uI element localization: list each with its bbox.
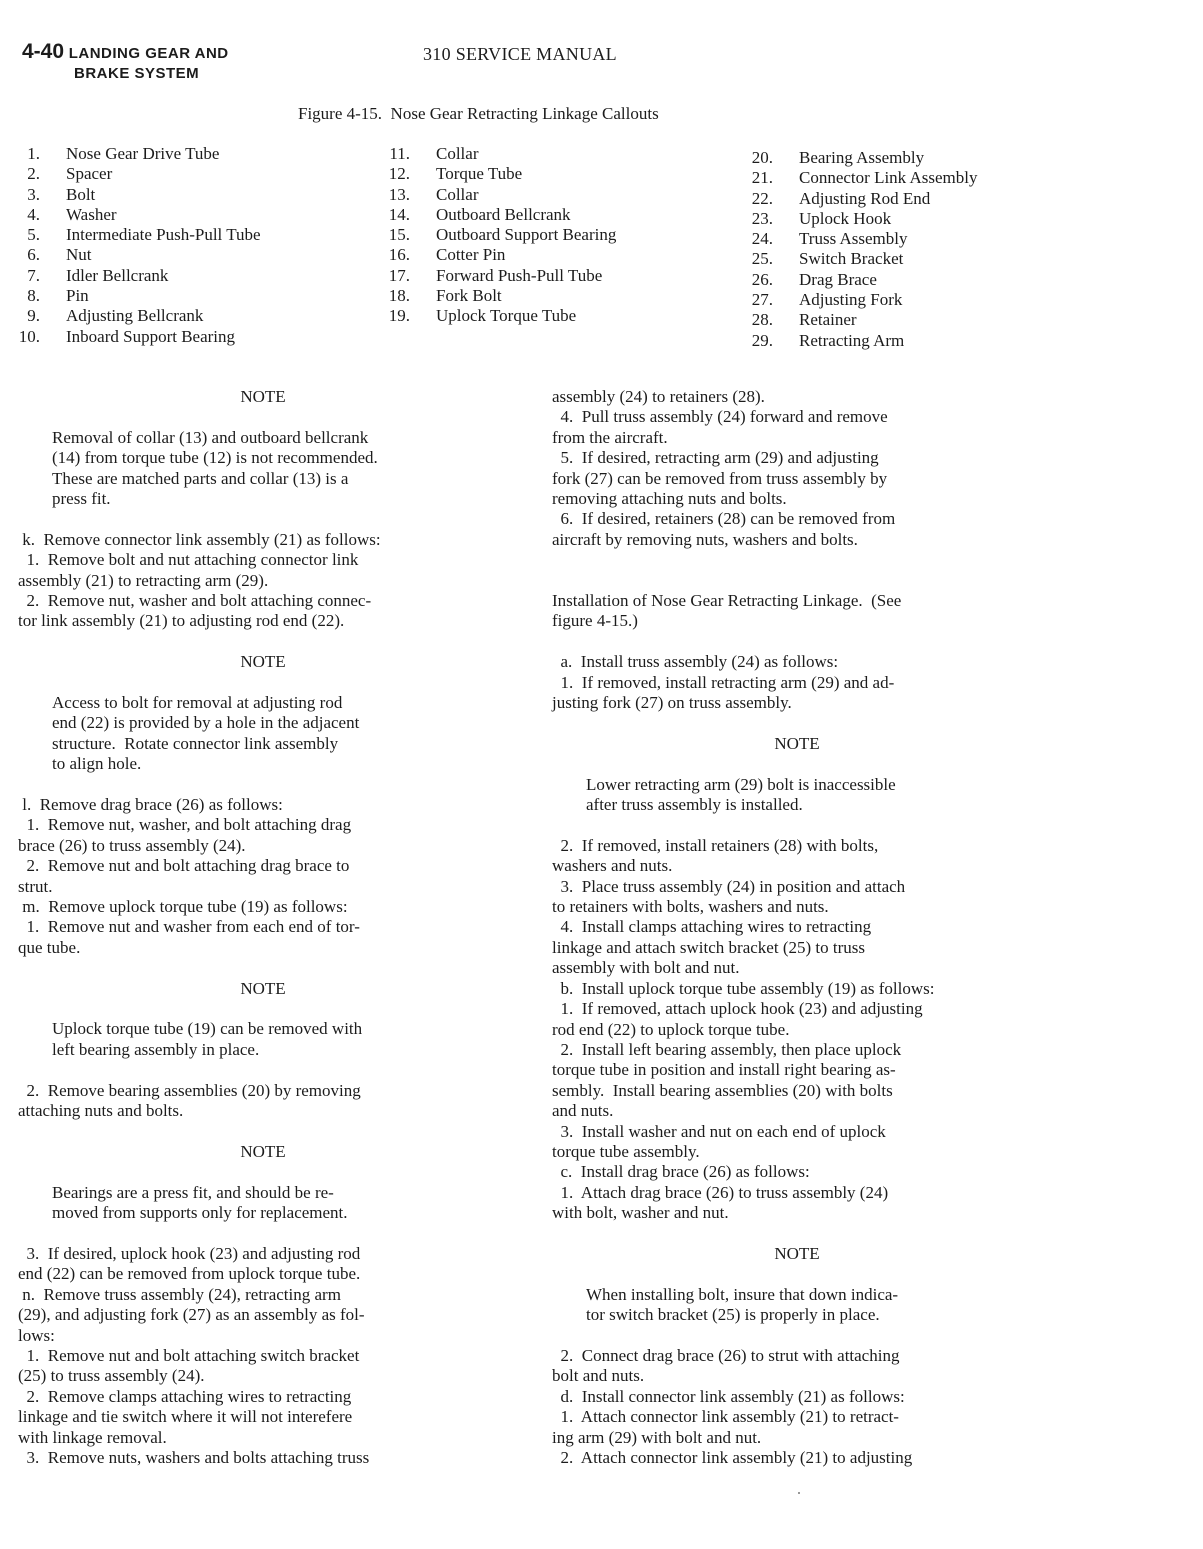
- callout-label: Adjusting Rod End: [799, 188, 931, 208]
- callout-item: [733, 229, 977, 249]
- note-heading: NOTE: [240, 387, 286, 406]
- note-text: When installing bolt, insure that down indica-: [586, 1284, 899, 1304]
- body-text: tor link assembly (21) to adjusting rod end (22).: [18, 611, 345, 631]
- callout-label: Intermediate Push-Pull Tube: [66, 225, 261, 245]
- right-column: [552, 387, 1042, 1468]
- callout-item: [733, 290, 977, 310]
- callout-label: Uplock Hook: [799, 208, 892, 228]
- body-text: 1. If removed, attach uplock hook (23) and adjusting: [552, 999, 923, 1019]
- body-text: n. Remove truss assembly (24), retracting arm: [18, 1284, 341, 1304]
- callout-label: Collar: [436, 184, 479, 204]
- callout-label: Collar: [436, 144, 479, 163]
- callout-item: [733, 209, 977, 229]
- note-text: Access to bolt for removal at adjusting rod: [52, 693, 343, 713]
- body-text: lows:: [18, 1325, 55, 1345]
- callout-item: [0, 306, 261, 326]
- body-text: torque tube in position and install right bearing as-: [552, 1060, 896, 1080]
- callout-item: [0, 266, 261, 286]
- callout-list-3: [733, 148, 977, 351]
- callout-item: [0, 205, 261, 225]
- callout-item: [370, 266, 616, 286]
- callout-number: 12.: [388, 164, 410, 184]
- note-text: Lower retracting arm (29) bolt is inaccessible: [586, 774, 896, 794]
- callout-item: [0, 225, 261, 245]
- section-title-line1: LANDING GEAR AND: [68, 45, 229, 62]
- callout-number: 15.: [388, 225, 410, 245]
- body-text: 5. If desired, retracting arm (29) and adjusting: [552, 448, 879, 468]
- callout-number: 28.: [751, 310, 773, 330]
- callout-label: Nose Gear Drive Tube: [66, 144, 220, 163]
- body-text: 1. Remove nut and bolt attaching switch bracket: [18, 1345, 360, 1365]
- body-text: 1. Attach connector link assembly (21) to retract-: [552, 1407, 899, 1427]
- body-text: 2. Install left bearing assembly, then place uplock: [552, 1039, 902, 1059]
- spacer: [18, 1060, 508, 1080]
- callout-item: [0, 144, 261, 164]
- body-text: 3. Place truss assembly (24) in position and attach: [552, 876, 906, 896]
- callout-number: 17.: [388, 265, 410, 285]
- body-text: 1. Remove nut, washer, and bolt attaching drag: [18, 815, 352, 835]
- body-text: 2. Connect drag brace (26) to strut with attaching: [552, 1345, 900, 1365]
- body-text: 1. Remove bolt and nut attaching connector link: [18, 550, 359, 570]
- body-text: 1. Attach drag brace (26) to truss assembly (24): [552, 1182, 889, 1202]
- callout-label: Torque Tube: [436, 164, 523, 184]
- callout-label: Retainer: [799, 310, 857, 330]
- callout-label: Fork Bolt: [436, 286, 502, 306]
- callout-number: 11.: [389, 144, 410, 163]
- body-text: linkage and attach switch bracket (25) to truss: [552, 937, 865, 957]
- callout-number: 23.: [751, 208, 773, 228]
- body-text: 4. Pull truss assembly (24) forward and remove: [552, 407, 888, 427]
- body-text: 3. If desired, uplock hook (23) and adjusting rod: [18, 1243, 361, 1263]
- spacer: [552, 1224, 1042, 1244]
- callout-label: Outboard Support Bearing: [436, 225, 617, 245]
- callout-item: [370, 144, 616, 164]
- section-heading: figure 4-15.): [552, 611, 638, 631]
- callout-item: [370, 185, 616, 205]
- spacer: [18, 1162, 508, 1182]
- callout-item: [733, 168, 977, 188]
- callout-number: 27.: [751, 290, 773, 310]
- note-text: left bearing assembly in place.: [52, 1039, 260, 1059]
- callout-item: [0, 286, 261, 306]
- body-text: end (22) can be removed from uplock torque tube.: [18, 1264, 361, 1284]
- callout-label: Connector Link Assembly: [799, 168, 978, 188]
- callout-number: 10.: [18, 326, 40, 346]
- body-text: l. Remove drag brace (26) as follows:: [18, 795, 283, 815]
- callout-label: Washer: [66, 204, 117, 224]
- note-text: after truss assembly is installed.: [586, 795, 803, 815]
- callout-label: Bearing Assembly: [799, 148, 925, 167]
- spacer: [18, 632, 508, 652]
- body-text: torque tube assembly.: [552, 1141, 700, 1161]
- callout-number: 1.: [27, 144, 40, 163]
- body-text: 2. Remove nut, washer and bolt attaching connec-: [18, 591, 372, 611]
- callout-label: Spacer: [66, 164, 113, 184]
- note-text: structure. Rotate connector link assembly: [52, 733, 339, 753]
- note-heading: NOTE: [774, 1243, 820, 1263]
- note-text: to align hole.: [52, 754, 142, 774]
- body-text: c. Install drag brace (26) as follows:: [552, 1162, 810, 1182]
- body-text: d. Install connector link assembly (21) as follows:: [552, 1386, 905, 1406]
- callout-label: Nut: [66, 245, 92, 265]
- callout-label: Uplock Torque Tube: [436, 306, 577, 326]
- callout-number: 25.: [751, 249, 773, 269]
- spacer: [552, 550, 1042, 570]
- section-title-line2: BRAKE SYSTEM: [74, 65, 200, 82]
- spacer: [18, 673, 508, 693]
- spacer: [552, 713, 1042, 733]
- callout-label: Pin: [66, 286, 89, 306]
- callout-item: [0, 327, 261, 347]
- callout-number: 6.: [27, 245, 40, 265]
- note-heading: NOTE: [240, 652, 286, 672]
- body-text: k. Remove connector link assembly (21) as follows:: [18, 529, 381, 549]
- body-text: 2. Remove bearing assemblies (20) by removing: [18, 1080, 361, 1100]
- spacer: [552, 815, 1042, 835]
- body-text: bolt and nuts.: [552, 1366, 645, 1386]
- callout-number: 29.: [751, 330, 773, 350]
- callout-item: [370, 205, 616, 225]
- body-text: justing fork (27) on truss assembly.: [552, 693, 792, 713]
- body-text: sembly. Install bearing assemblies (20) with bolts: [552, 1080, 893, 1100]
- callout-item: [733, 310, 977, 330]
- body-text: aircraft by removing nuts, washers and bolts.: [552, 529, 858, 549]
- spacer: [18, 1224, 508, 1244]
- callout-number: 4.: [27, 204, 40, 224]
- callout-item: [370, 306, 616, 326]
- callout-number: 24.: [751, 229, 773, 249]
- callout-item: [370, 225, 616, 245]
- note-text: press fit.: [52, 489, 111, 509]
- spacer: [18, 1122, 508, 1142]
- spacer: [18, 509, 508, 529]
- note-text: moved from supports only for replacement.: [52, 1203, 348, 1223]
- body-text: from the aircraft.: [552, 427, 668, 447]
- section-number: 4-40: [22, 40, 65, 63]
- body-text: attaching nuts and bolts.: [18, 1101, 184, 1121]
- spacer: [18, 775, 508, 795]
- body-text: strut.: [18, 876, 53, 896]
- body-text: with linkage removal.: [18, 1427, 167, 1447]
- callout-item: [0, 245, 261, 265]
- callout-item: [733, 249, 977, 269]
- body-text: fork (27) can be removed from truss assembly by: [552, 468, 888, 488]
- body-text: 6. If desired, retainers (28) can be removed from: [552, 509, 896, 529]
- callout-label: Truss Assembly: [799, 229, 908, 249]
- body-text: assembly (21) to retracting arm (29).: [18, 570, 269, 590]
- body-text: que tube.: [18, 937, 81, 957]
- callout-number: 26.: [751, 269, 773, 289]
- spacer: [552, 1326, 1042, 1346]
- body-text: to retainers with bolts, washers and nuts.: [552, 897, 829, 917]
- spacer: [552, 1264, 1042, 1284]
- callout-item: [733, 189, 977, 209]
- body-text: 1. Remove nut and washer from each end of tor-: [18, 917, 360, 937]
- callout-number: 3.: [27, 184, 40, 204]
- callout-item: [733, 331, 977, 351]
- callout-number: 18.: [388, 286, 410, 306]
- body-text: assembly (24) to retainers (28).: [552, 387, 765, 406]
- spacer: [552, 754, 1042, 774]
- spacer: [18, 407, 508, 427]
- callout-item: [0, 185, 261, 205]
- callout-label: Drag Brace: [799, 269, 877, 289]
- callout-number: 16.: [388, 245, 410, 265]
- body-text: m. Remove uplock torque tube (19) as follows:: [18, 897, 348, 917]
- note-heading: NOTE: [240, 978, 286, 998]
- callout-item: [370, 286, 616, 306]
- note-text: Removal of collar (13) and outboard bellcrank: [52, 427, 369, 447]
- callout-label: Retracting Arm: [799, 330, 905, 350]
- callout-label: Outboard Bellcrank: [436, 204, 571, 224]
- body-text: 2. Remove clamps attaching wires to retracting: [18, 1386, 352, 1406]
- note-text: Uplock torque tube (19) can be removed with: [52, 1019, 363, 1039]
- body-text: removing attaching nuts and bolts.: [552, 489, 787, 509]
- callout-number: 19.: [388, 306, 410, 326]
- spacer: [552, 571, 1042, 591]
- spacer: [18, 999, 508, 1019]
- body-text: ing arm (29) with bolt and nut.: [552, 1427, 762, 1447]
- body-text: assembly with bolt and nut.: [552, 958, 740, 978]
- callout-label: Adjusting Bellcrank: [66, 306, 204, 326]
- callout-number: 5.: [27, 225, 40, 245]
- body-text: (25) to truss assembly (24).: [18, 1366, 205, 1386]
- note-text: These are matched parts and collar (13) is a: [52, 468, 349, 488]
- section-header: [22, 42, 229, 84]
- body-text: 1. If removed, install retracting arm (29) and ad-: [552, 672, 895, 692]
- body-text: and nuts.: [552, 1101, 614, 1121]
- note-text: end (22) is provided by a hole in the adjacent: [52, 713, 360, 733]
- body-text: 2. If removed, install retainers (28) with bolts,: [552, 835, 879, 855]
- body-text: 3. Install washer and nut on each end of uplock: [552, 1121, 886, 1141]
- callout-list-1: [0, 144, 261, 347]
- callout-number: 20.: [751, 148, 773, 167]
- callout-item: [733, 270, 977, 290]
- body-text: brace (26) to truss assembly (24).: [18, 835, 246, 855]
- left-column: [18, 387, 508, 1468]
- callout-number: 13.: [388, 184, 410, 204]
- note-heading: NOTE: [774, 733, 820, 753]
- section-heading: Installation of Nose Gear Retracting Linkage. (See: [552, 591, 902, 611]
- callout-label: Inboard Support Bearing: [66, 326, 236, 346]
- callout-list-2: [370, 144, 616, 327]
- callout-label: Adjusting Fork: [799, 290, 903, 310]
- manual-title: 310 SERVICE MANUAL: [423, 44, 617, 64]
- callout-number: 9.: [27, 306, 40, 326]
- callout-number: 7.: [27, 265, 40, 285]
- body-text: a. Install truss assembly (24) as follows:: [552, 652, 839, 672]
- note-text: (14) from torque tube (12) is not recommended.: [52, 448, 378, 468]
- body-text: 2. Remove nut and bolt attaching drag brace to: [18, 856, 350, 876]
- callout-label: Bolt: [66, 184, 96, 204]
- callout-item: [0, 164, 261, 184]
- figure-title: Figure 4-15. Nose Gear Retracting Linkage Callouts: [298, 104, 659, 123]
- callout-label: Forward Push-Pull Tube: [436, 265, 603, 285]
- body-text: washers and nuts.: [552, 856, 673, 876]
- spacer: [552, 632, 1042, 652]
- body-text: with bolt, washer and nut.: [552, 1203, 729, 1223]
- callout-number: 8.: [27, 286, 40, 306]
- callout-item: [370, 245, 616, 265]
- body-text: rod end (22) to uplock torque tube.: [552, 1019, 790, 1039]
- spacer: [18, 958, 508, 978]
- callout-number: 22.: [751, 188, 773, 208]
- callout-item: [733, 148, 977, 168]
- callout-label: Cotter Pin: [436, 245, 506, 265]
- callout-number: 2.: [27, 164, 40, 184]
- callout-label: Idler Bellcrank: [66, 265, 169, 285]
- note-text: Bearings are a press fit, and should be re-: [52, 1182, 334, 1202]
- body-text: 2. Attach connector link assembly (21) to adjusting: [552, 1447, 913, 1467]
- callout-number: 21.: [751, 168, 773, 188]
- note-heading: NOTE: [240, 1141, 286, 1161]
- body-text: 4. Install clamps attaching wires to retracting: [552, 917, 872, 937]
- body-text: b. Install uplock torque tube assembly (19) as follows:: [552, 978, 935, 998]
- body-text: (29), and adjusting fork (27) as an assembly as fol-: [18, 1305, 365, 1325]
- callout-number: 14.: [388, 204, 410, 224]
- callout-item: [370, 164, 616, 184]
- callout-label: Switch Bracket: [799, 249, 904, 269]
- body-text: linkage and tie switch where it will not interefere: [18, 1407, 353, 1427]
- note-text: tor switch bracket (25) is properly in place.: [586, 1305, 880, 1325]
- body-text: 3. Remove nuts, washers and bolts attaching truss: [18, 1447, 370, 1467]
- speck: [798, 1492, 800, 1494]
